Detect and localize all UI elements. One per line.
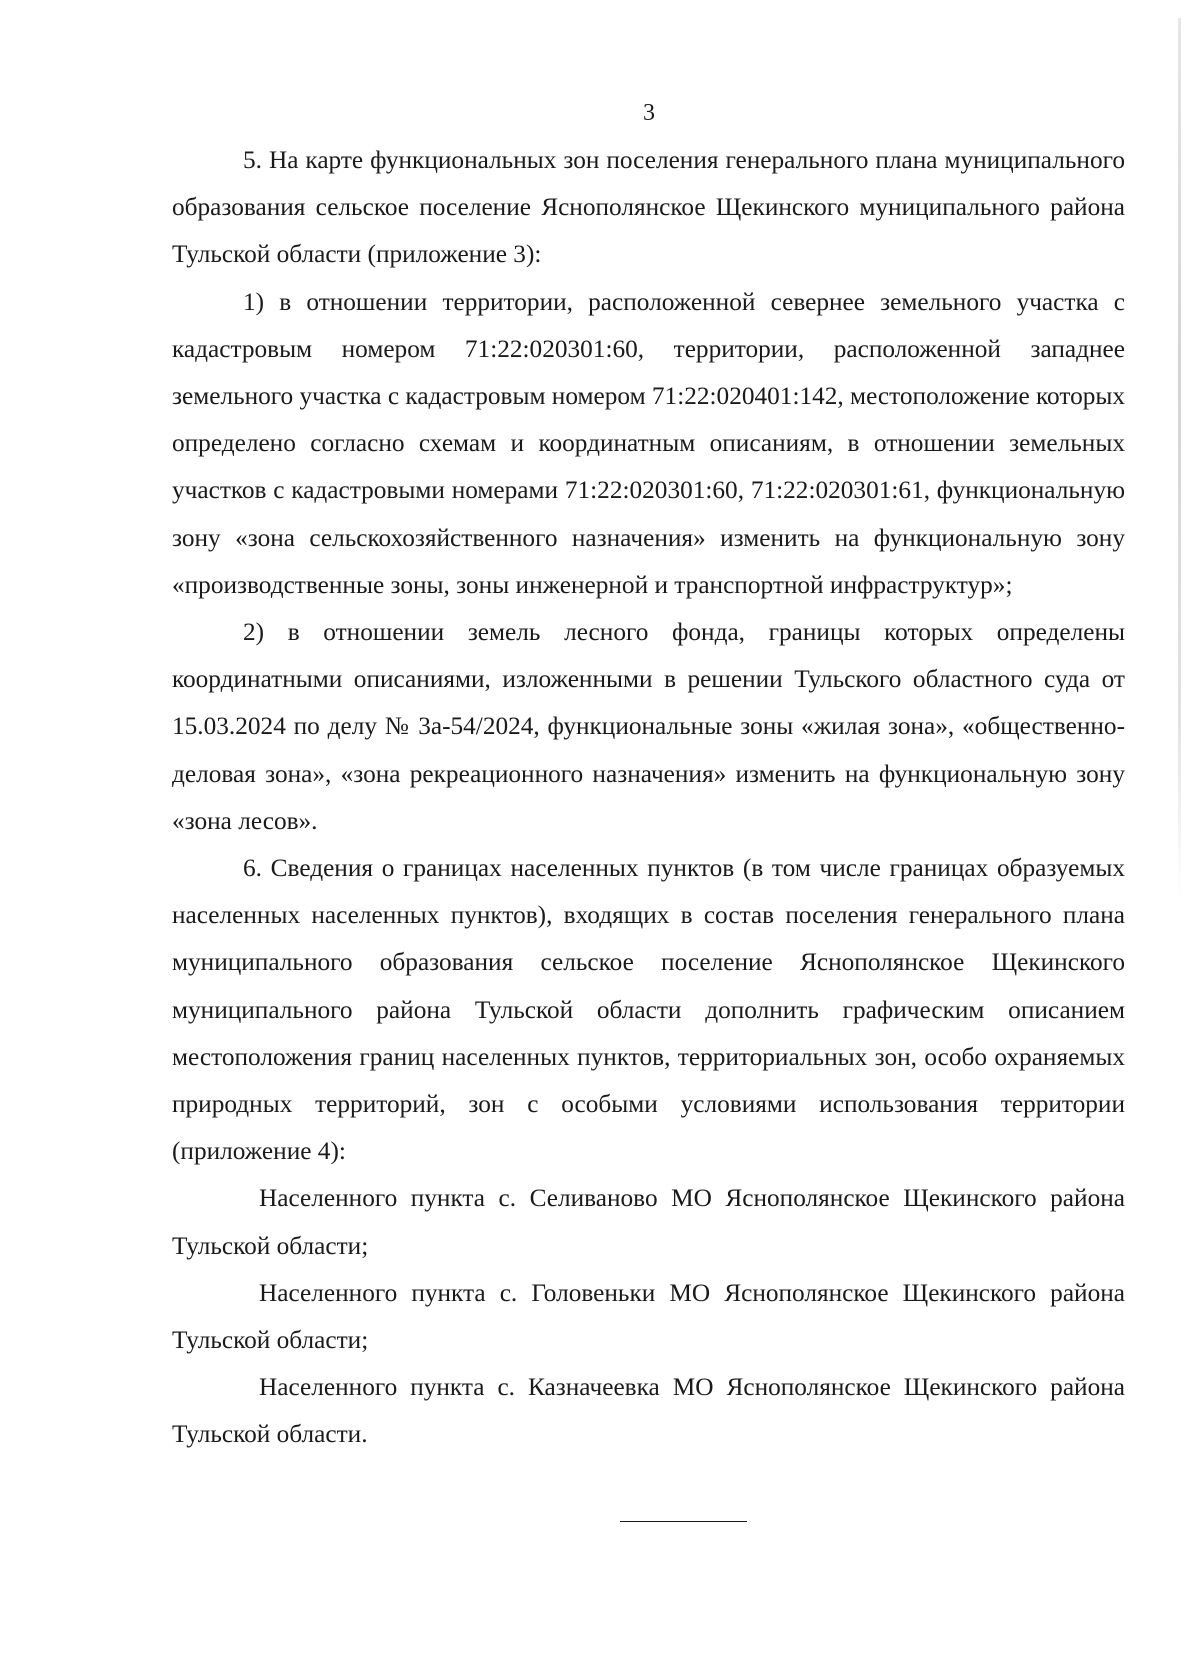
paragraph-settlement-golovenki: Населенного пункта с. Головеньки МО Яснополянское Щекинского района Тульской области; xyxy=(172,1278,1125,1355)
document-body xyxy=(172,137,1125,1459)
end-of-document-rule xyxy=(620,1521,747,1522)
paragraph-item-5-1: 1) в отношении территории, расположенной севернее земельного участка с кадастровым номером 71:22:020301:60, территории, расположенной западнее земельного участка с кадастровым номером 71:22:020401:142, местоположение которых определено согласно схемам и координатным описаниям, в отношении земельных участков с кадастровыми номерами 71:22:020301:60, 71:22:020301:61, функциональную зону «зона сельскохозяйственного назначения» изменить на функциональную зону «производственные зоны, зоны инженерной и транспортной инфраструктур»; xyxy=(172,287,1126,599)
paragraph-item-6: 6. Сведения о границах населенных пунктов (в том числе границах образуемых населенных населенных пунктов), входящих в состав поселения генерального плана муниципального образования сельское поселение Яснополянское Щекинского муниципального района Тульской области дополнить графическим описанием местоположения границ населенных пунктов, территориальных зон, особо охраняемых природных территорий, зон с особыми условиями использования территории (приложение 4): xyxy=(172,854,1125,1166)
paragraph-settlement-kaznacheevka: Населенного пункта с. Казначеевка МО Яснополянское Щекинского района Тульской области. xyxy=(172,1373,1125,1449)
paragraph-item-5-2: 2) в отношении земель лесного фонда, границы которых определены координатными описаниями, изложенными в решении Тульского областного суда от 15.03.2024 по делу № 3а-54/2024, функциональные зоны «жилая зона», «общественно-деловая зона», «зона рекреационного назначения» изменить на функциональную зону «зона лесов». xyxy=(172,618,1125,835)
paragraph-item-5: 5. На карте функциональных зон поселения генерального плана муниципального образования сельское поселение Яснополянское Щекинского муниципального района Тульской области (приложение 3): xyxy=(172,146,1125,269)
page-number: 3 xyxy=(643,100,655,126)
paragraph-settlement-selivanovo: Населенного пункта с. Селиваново МО Яснополянское Щекинского района Тульской области; xyxy=(172,1184,1125,1260)
scan-edge-shadow xyxy=(1178,18,1181,898)
